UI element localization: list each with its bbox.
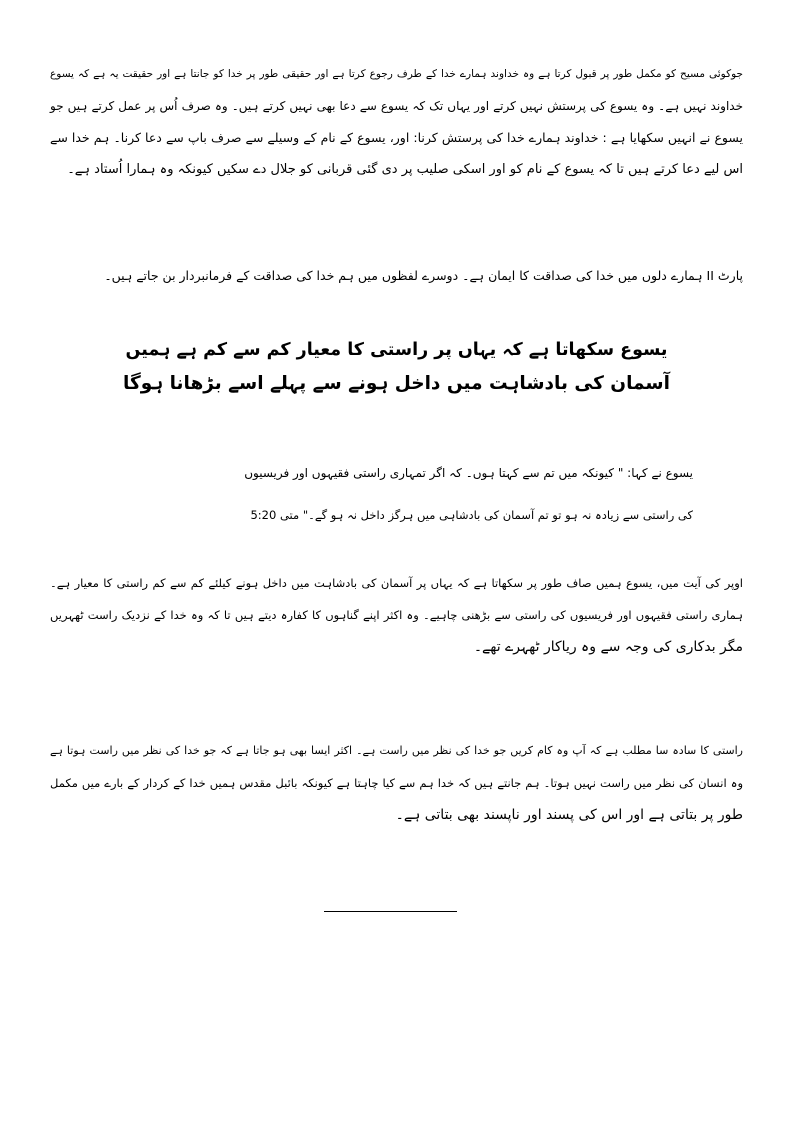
- paragraph-commentary: [50, 567, 743, 663]
- quote-line: یسوع نے کہا: " کیونکہ میں تم سے کہتا ہوں۔ کہ اگر تمہاری راستی فقیہوں اور فریسیوں: [244, 466, 693, 480]
- heading-line: یسوع سکھاتا ہے کہ یہاں پر راستی کا معیار کم سے کم ہے ہمیں: [125, 340, 668, 360]
- quote-line: کی راستی سے زیادہ نہ ہو تو تم آسمان کی بادشاہی میں ہرگز داخل نہ ہو گے۔" متی 5:20: [250, 508, 693, 522]
- paragraph-line: خداوند نہیں ہے۔ وہ یسوع کی پرستش نہیں کرتے اور یہاں تک کہ یسوع سے دعا بھی نہیں کرتے ہیں۔ وہ صرف اُس پر عمل کرتے ہیں جو: [50, 99, 743, 113]
- paragraph-part-two: [90, 260, 743, 292]
- paragraph-line: وہ انسان کی نظر میں راست نہیں ہوتا۔ ہم جانتے ہیں کہ خدا ہم سے کیا چاہتا ہے کیونکہ بائبل مقدس ہمیں خدا کے کردار کے بارے میں مکمل: [50, 776, 743, 790]
- scripture-quote: [240, 452, 693, 536]
- paragraph-line: مگر بدکاری کی وجہ سے وہ ریاکار ٹھہرے تھے۔: [473, 639, 743, 655]
- paragraph-line: اوپر کی آیت میں، یسوع ہمیں صاف طور پر سکھاتا ہے کہ یہاں پر آسمان کی بادشاہت میں داخل ہونے کیلئے کم سے کم راستی کا معیار ہے۔: [50, 576, 743, 590]
- paragraph-line: یسوع نے انہیں سکھایا ہے : خداوند ہمارے خدا کی پرستش کرنا: اور، یسوع کے نام کے وسیلے سے صرف باپ سے دعا کرنا۔ ہم خدا سے: [50, 130, 743, 145]
- heading-line: آسمان کی بادشاہت میں داخل ہونے سے پہلے اسے بڑھانا ہوگا: [123, 373, 670, 394]
- horizontal-rule: [324, 911, 457, 912]
- paragraph-line: راستی کا سادہ سا مطلب ہے کہ آپ وہ کام کریں جو خدا کی نظر میں راست ہے۔ اکثر ایسا بھی ہو جاتا ہے کہ جو خدا کی نظر میں راست ہوتا ہے: [50, 744, 743, 757]
- paragraph-line: ہماری راستی فقیہوں اور فریسیوں کی راستی سے بڑھنی چاہیے۔ وہ اکثر اپنے گناہوں کا کفارہ دیتے ہیں تا کہ وہ خدا کے نزدیک راست ٹھہریں: [50, 608, 743, 622]
- paragraph-line: اس لیے دعا کرتے ہیں تا کہ یسوع کے نام کو اور اسکی صلیب پر دی گئی قربانی کو جلال دے سکیں کیونکہ وہ ہمارا اُستاد ہے۔: [67, 162, 743, 177]
- paragraph-intro: [50, 58, 743, 186]
- paragraph-line: طور پر بتاتی ہے اور اس کی پسند اور ناپسند بھی بتاتی ہے۔: [395, 807, 743, 823]
- paragraph-righteousness: [50, 735, 743, 831]
- paragraph-line: پارٹ II ہمارے دلوں میں خدا کی صداقت کا ایمان ہے۔ دوسرے لفظوں میں ہم خدا کی صداقت کے فرمانبردار بن جاتے ہیں۔: [104, 268, 743, 283]
- section-heading: [120, 333, 673, 401]
- paragraph-line: جوکوئی مسیح کو مکمل طور پر قبول کرتا ہے وہ خداوند ہمارے خدا کے طرف رجوع کرتا ہے اور حقیقی طور پر خدا کو جانتا ہے اور حقیقت یہ ہے کہ یسوع: [50, 68, 743, 80]
